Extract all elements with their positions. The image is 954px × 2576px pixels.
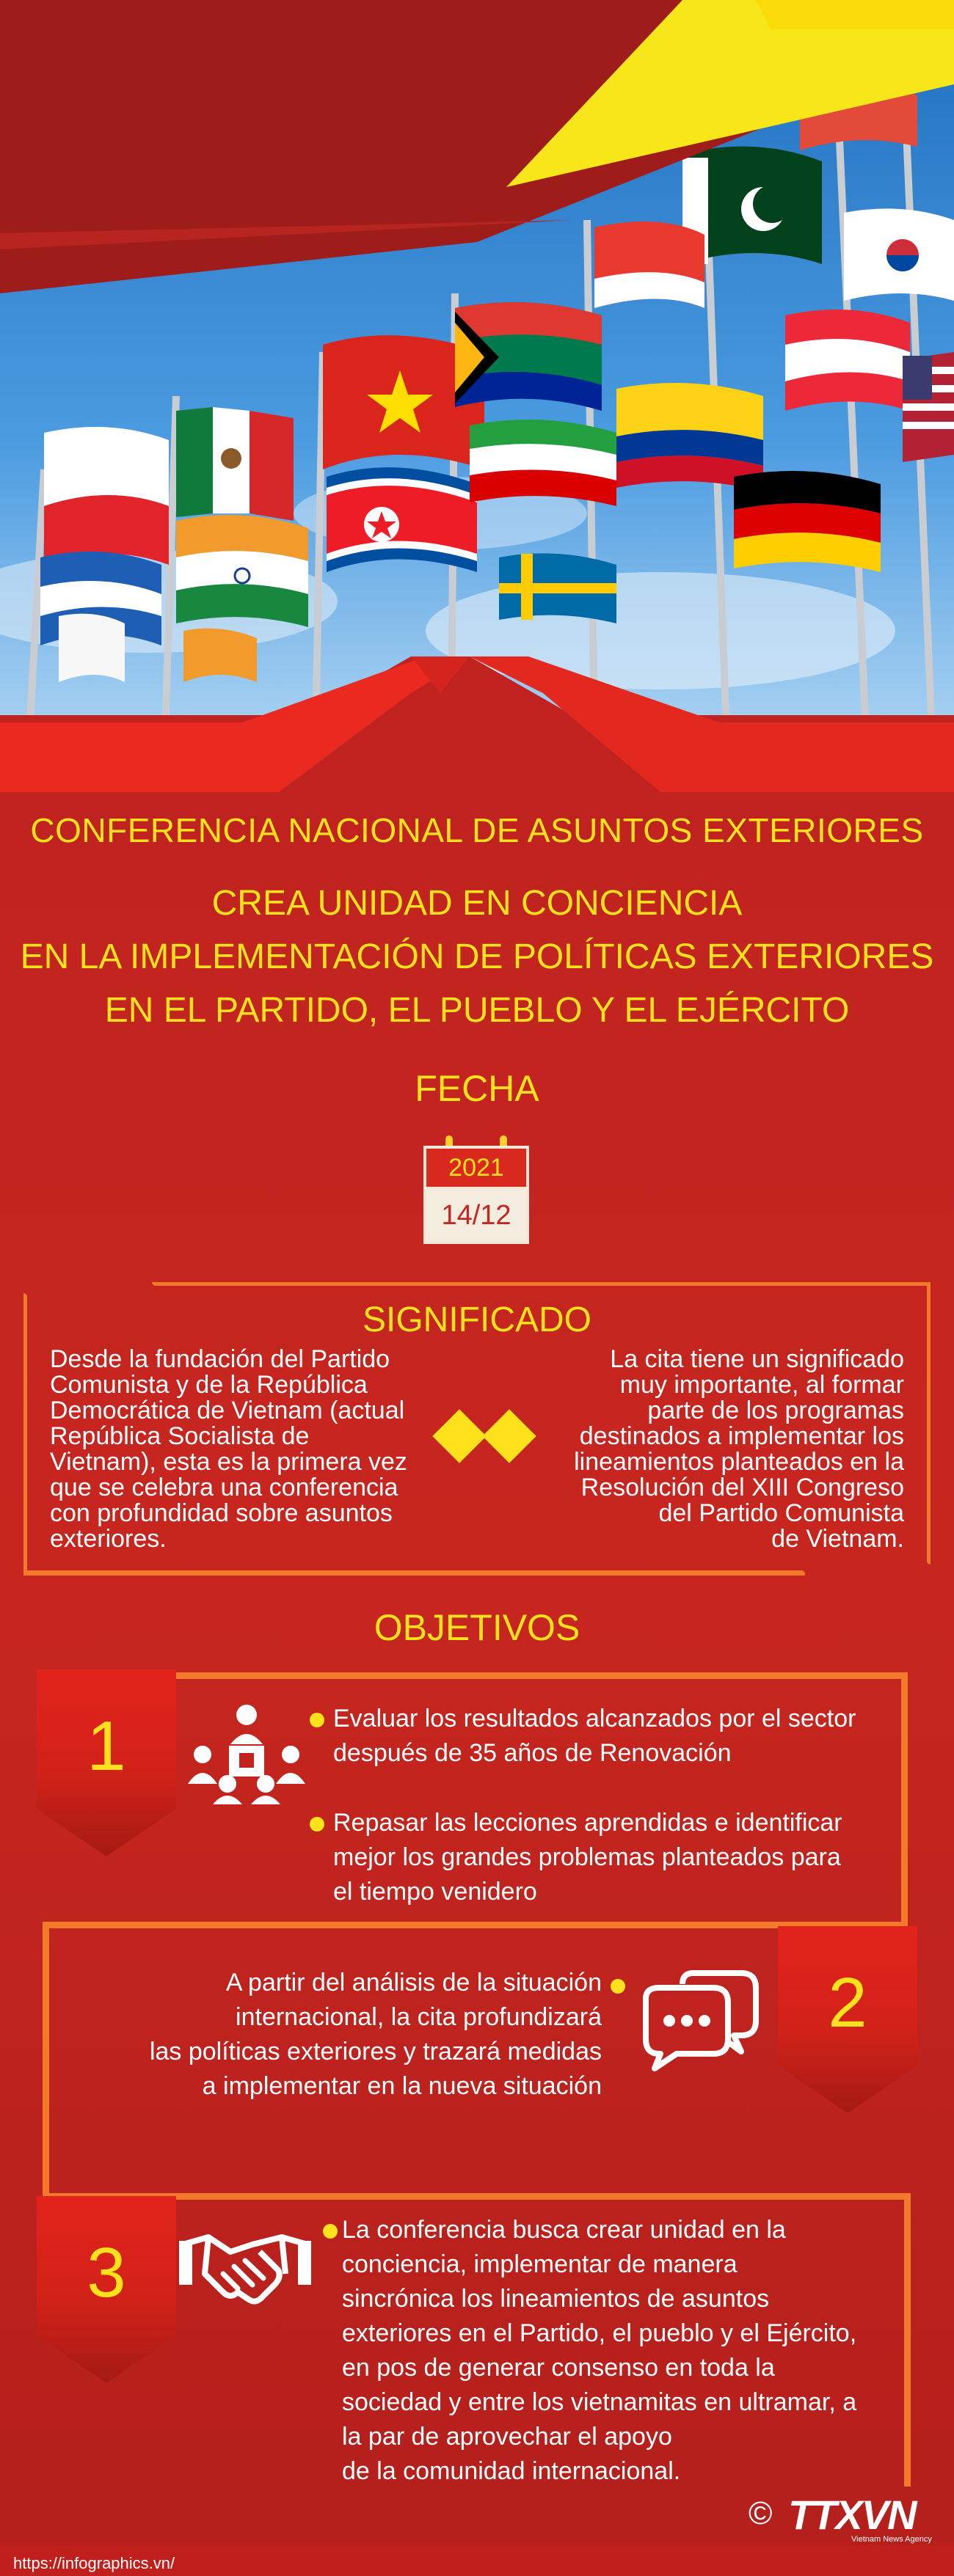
text-line: exteriores. [50, 1525, 167, 1553]
significado-right-text [528, 1347, 904, 1552]
text-line: destinados a implementar los [579, 1422, 904, 1450]
text-line: muy importante, al formar [619, 1371, 904, 1399]
logo-subtitle: Vietnam News Agency [851, 2535, 932, 2544]
text-line: exteriores en el Partido, el pueblo y el Ejército, [342, 2319, 857, 2347]
text-line: de Vietnam. [771, 1525, 904, 1553]
subtitle-line: EN LA IMPLEMENTACIÓN DE POLÍTICAS EXTERIORES [20, 937, 934, 976]
text-line: Desde la fundación del Partido [50, 1345, 390, 1373]
calendar-year: 2021 [423, 1146, 529, 1187]
logo-text: TTXVN [788, 2492, 916, 2538]
ttxvn-logo [741, 2491, 939, 2550]
objetivos-heading: OBJETIVOS [374, 1607, 580, 1648]
text-line: Resolución del XIII Congreso [580, 1474, 904, 1501]
speech-bubbles-icon [638, 1969, 763, 2072]
objective-number: 2 [828, 1964, 867, 2042]
text-line: mejor los grandes problemas planteados para [333, 1843, 841, 1871]
divider-line [176, 1672, 906, 1679]
significado-left-text [50, 1347, 432, 1552]
fecha-heading: FECHA [415, 1068, 539, 1109]
text-line: República Socialista de [50, 1422, 310, 1450]
text-line: que se celebra una conferencia [50, 1474, 398, 1501]
text-line: sincrónica los lineamientos de asuntos [342, 2285, 770, 2313]
flags-banner [0, 0, 954, 807]
text-line: el tiempo venidero [333, 1878, 537, 1906]
objective-1-ribbon [37, 1669, 176, 1856]
text-line: sociedad y entre los vietnamitas en ultramar, a [342, 2388, 857, 2416]
bullet-icon [310, 1713, 324, 1727]
text-line: después de 35 años de Renovación [333, 1739, 732, 1767]
text-line: Evaluar los resultados alcanzados por el sector [333, 1705, 856, 1732]
podium-audience-icon [188, 1702, 305, 1804]
text-line: Vietnam), esta es la primera vez [50, 1448, 407, 1476]
bullet-icon [323, 2224, 338, 2239]
text-line: internacional, la cita profundizará [236, 2003, 602, 2031]
objective-3-text [342, 2213, 907, 2489]
text-line: en pos de generar consenso en toda la [342, 2354, 775, 2382]
objective-2-ribbon [778, 1926, 917, 2113]
objective-3-ribbon [37, 2196, 176, 2383]
text-line: del Partido Comunista [658, 1499, 904, 1527]
objective-1-bullet-2 [333, 1806, 906, 1909]
objective-number: 3 [87, 2233, 126, 2312]
copyright-symbol: © [749, 2495, 773, 2531]
objective-1-bullet-1 [333, 1702, 906, 1771]
conference-title: CONFERENCIA NACIONAL DE ASUNTOS EXTERIORES [30, 811, 924, 849]
text-line: La cita tiene un significado [610, 1345, 904, 1373]
calendar-date: 14/12 [423, 1187, 529, 1244]
text-line: la par de aprovechar el apoyo [342, 2423, 672, 2451]
text-line: Comunista y de la República [50, 1371, 368, 1399]
objective-2-text [88, 1966, 602, 2104]
significado-heading: SIGNIFICADO [362, 1300, 592, 1339]
subtitle-line: CREA UNIDAD EN CONCIENCIA [211, 884, 743, 923]
text-line: Democrática de Vietnam (actual [50, 1397, 405, 1424]
text-line: conciencia, implementar de manera [342, 2250, 738, 2278]
text-line: de la comunidad internacional. [342, 2457, 681, 2485]
bullet-icon [611, 1979, 625, 1994]
calendar-icon [423, 1135, 529, 1244]
text-line: A partir del análisis de la situación [225, 1969, 602, 1997]
text-line: lineamientos planteados en la [574, 1448, 904, 1476]
subtitle [0, 877, 954, 1037]
subtitle-line: EN EL PARTIDO, EL PUEBLO Y EL EJÉRCITO [104, 991, 850, 1030]
text-line: a implementar en la nueva situación [202, 2072, 602, 2100]
bullet-icon [310, 1817, 324, 1832]
objective-number: 1 [87, 1707, 126, 1785]
text-line: parte de los programas [647, 1397, 904, 1424]
handshake-icon [179, 2222, 311, 2310]
divider-line [43, 1922, 49, 2200]
text-line: las políticas exteriores y trazará medidas [149, 2038, 602, 2065]
text-line: La conferencia busca crear unidad en la [342, 2216, 786, 2244]
flags-illustration [0, 0, 954, 807]
text-line: con profundidad sobre asuntos [50, 1499, 393, 1527]
footer-url-link[interactable]: https://infographics.vn/ [13, 2554, 175, 2572]
text-line: Repasar las lecciones aprendidas e identificar [333, 1809, 842, 1837]
